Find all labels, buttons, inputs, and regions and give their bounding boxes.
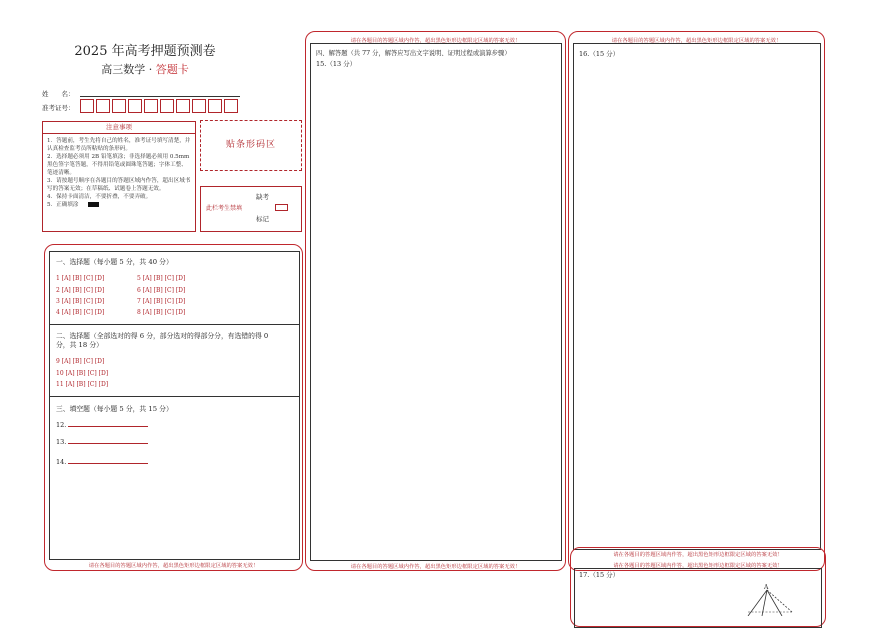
page-subtitle	[0, 61, 290, 77]
choice-q9[interactable]: 9 [A] [B] [C] [D]	[56, 358, 105, 365]
choice-q10[interactable]: 10 [A] [B] [C] [D]	[56, 370, 109, 377]
exam-id-digit-box[interactable]	[128, 99, 142, 113]
choice-q7[interactable]: 7 [A] [B] [C] [D]	[137, 298, 186, 305]
q16-label: 16.（15 分）	[579, 50, 620, 58]
notice-item: 4．保持卡面清洁，不要折叠，不要弄破。	[47, 194, 152, 200]
fill-blank-number: 13.	[56, 438, 67, 446]
exam-id-digit-box[interactable]	[192, 99, 206, 113]
subtitle-separator: ·	[148, 63, 153, 76]
absent-note: 此栏考生禁填	[206, 205, 243, 212]
q17-label: 17.（15 分）	[579, 571, 620, 579]
absent-mark-box	[200, 186, 302, 232]
q15-label: 15.（13 分）	[316, 60, 357, 68]
absent-checkbox[interactable]	[275, 204, 288, 211]
notice-box	[42, 121, 196, 232]
warning-text: 请在各题目的答题区域内作答，超出黑色矩形边框限定区域的答案无效！	[350, 38, 521, 44]
notice-item	[43, 201, 195, 209]
q15-answer-area[interactable]	[310, 43, 562, 561]
notice-item: 2．选择题必须用 2B 铅笔填涂；非选择题必须用 0.5mm 黑色签字笔答题，不得用铅笔或圆珠笔答题；字体工整、笔迹清晰。	[47, 154, 190, 176]
choice-q2[interactable]: 2 [A] [B] [C] [D]	[56, 287, 105, 294]
warning-text: 请在各题目的答题区域内作答，超出黑色矩形边框限定区域的答案无效！	[88, 563, 259, 569]
exam-id-digit-box[interactable]	[224, 99, 238, 113]
exam-id-digit-box[interactable]	[144, 99, 158, 113]
choice-q8[interactable]: 8 [A] [B] [C] [D]	[137, 309, 186, 316]
exam-id-digit-box[interactable]	[80, 99, 94, 113]
fill-blank-line[interactable]	[68, 457, 148, 464]
warning-text: 请在各题目的答题区域内作答，超出黑色矩形边框限定区域的答案无效！	[611, 38, 782, 44]
fill-blank-number: 12.	[56, 421, 67, 429]
fill-blank-line[interactable]	[68, 420, 148, 427]
notice-item: 3．请按题号顺序在各题目的答题区域内作答，超出区域书写的答案无效；在草稿纸、试题卷上答题无效。	[47, 178, 191, 192]
fill-blank-q12[interactable]	[56, 420, 148, 429]
exam-id-digit-box[interactable]	[160, 99, 174, 113]
section1-title: 一、选择题（每小题 5 分，共 40 分）	[56, 258, 173, 266]
absent-label-top: 缺考	[256, 193, 269, 201]
fill-blank-line[interactable]	[68, 437, 148, 444]
choice-q6[interactable]: 6 [A] [B] [C] [D]	[137, 287, 186, 294]
section2-title-line2: 分，共 18 分）	[56, 341, 103, 349]
subtitle-answer-card: 答题卡	[155, 63, 189, 76]
warning-text: 请在各题目的答题区域内作答，超出黑色矩形边框限定区域的答案无效！	[350, 564, 521, 570]
barcode-area: 贴条形码区	[200, 120, 302, 171]
warning-text: 请在各题目的答题区域内作答，超出黑色矩形边框限定区域的答案无效！	[613, 552, 783, 558]
filled-example-icon	[88, 202, 99, 207]
section-divider	[49, 324, 300, 325]
choice-q3[interactable]: 3 [A] [B] [C] [D]	[56, 298, 105, 305]
exam-id-digit-box[interactable]	[112, 99, 126, 113]
warning-text: 请在各题目的答题区域内作答，超出黑色矩形边框限定区域的答案无效！	[613, 563, 783, 569]
figure-vertex-label: A	[764, 584, 769, 591]
choice-q11[interactable]: 11 [A] [B] [C] [D]	[56, 381, 109, 388]
section4-title: 四、解答题（共 77 分，解答应写出文字说明、证明过程或演算步骤）	[316, 50, 511, 57]
section-divider	[49, 396, 300, 397]
fill-blank-q13[interactable]	[56, 437, 148, 446]
pyramid-figure	[740, 584, 800, 616]
subtitle-main: 高三数学	[101, 63, 146, 76]
name-label: 姓 名：	[42, 90, 75, 98]
notice-title: 注意事项	[43, 122, 195, 134]
section2-title-line1: 二、选择题（全部选对的得 6 分，部分选对的得部分分，有选错的得 0	[56, 332, 269, 340]
section3-title: 三、填空题（每小题 5 分，共 15 分）	[56, 405, 173, 413]
exam-id-label: 准考证号：	[42, 104, 75, 112]
exam-id-digit-box[interactable]	[208, 99, 222, 113]
choice-q1[interactable]: 1 [A] [B] [C] [D]	[56, 275, 105, 282]
fill-blank-q14[interactable]	[56, 457, 148, 466]
name-field[interactable]	[80, 90, 240, 97]
page-title: 2025 年高考押题预测卷	[74, 44, 216, 59]
fill-blank-number: 14.	[56, 458, 67, 466]
choice-q5[interactable]: 5 [A] [B] [C] [D]	[137, 275, 186, 282]
notice-item: 1．答题前，考生先将自己的姓名，准考证号填写清楚，并认真检查监考员所粘贴的条形码。	[47, 138, 191, 152]
exam-id-digit-box[interactable]	[96, 99, 110, 113]
choice-q4[interactable]: 4 [A] [B] [C] [D]	[56, 309, 105, 316]
exam-id-digit-box[interactable]	[176, 99, 190, 113]
q16-answer-area[interactable]	[573, 43, 821, 550]
absent-label-bottom: 标记	[256, 215, 269, 223]
correct-fill-label: 5．正确填涂	[47, 202, 79, 208]
